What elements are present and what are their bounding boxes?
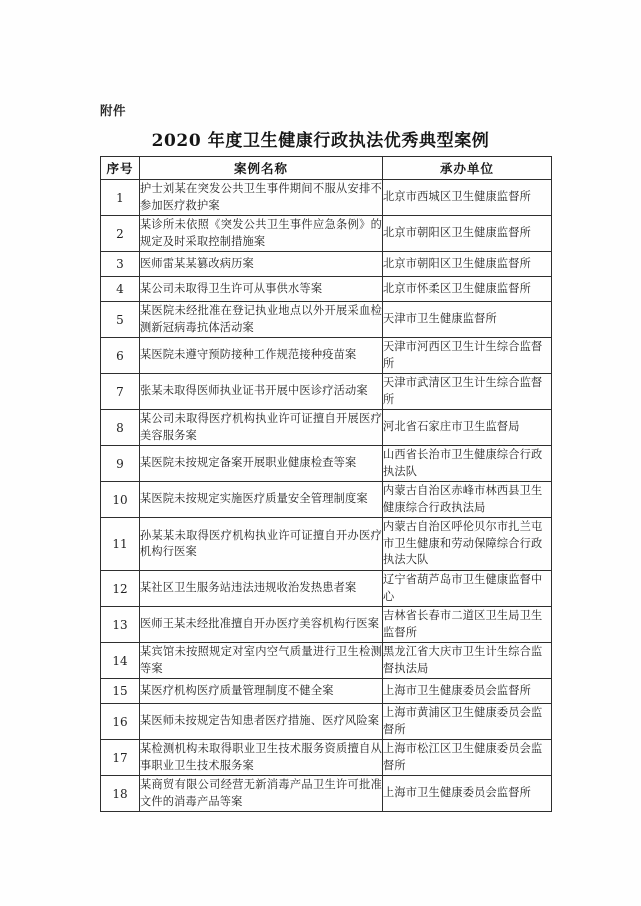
cell-case-name: 孙某某未取得医疗机构执业许可证擅自开办医疗机构行医案 (140, 518, 383, 571)
cell-handling-unit: 辽宁省葫芦岛市卫生健康监督中心 (383, 571, 552, 607)
table-row (101, 776, 552, 812)
cell-handling-unit: 上海市松江区卫生健康委员会监督所 (383, 740, 552, 776)
cell-case-name: 某公司未取得卫生许可从事供水等案 (140, 277, 383, 302)
table-row (101, 571, 552, 607)
table-row (101, 216, 552, 252)
cell-seq: 17 (101, 740, 140, 776)
cell-case-name: 医师王某未经批准擅自开办医疗美容机构行医案 (140, 607, 383, 643)
cell-handling-unit: 北京市西城区卫生健康监督所 (383, 180, 552, 216)
table-row (101, 374, 552, 410)
cell-seq: 2 (101, 216, 140, 252)
cell-handling-unit: 北京市怀柔区卫生健康监督所 (383, 277, 552, 302)
table-row (101, 180, 552, 216)
cell-handling-unit: 黑龙江省大庆市卫生计生综合监督执法局 (383, 643, 552, 679)
table-row (101, 482, 552, 518)
table-body (101, 180, 552, 812)
cell-seq: 18 (101, 776, 140, 812)
cell-seq: 10 (101, 482, 140, 518)
cell-case-name: 医师雷某某篡改病历案 (140, 252, 383, 277)
table-row (101, 446, 552, 482)
cell-handling-unit: 天津市河西区卫生计生综合监督所 (383, 338, 552, 374)
cell-seq: 16 (101, 704, 140, 740)
cell-case-name: 护士刘某在突发公共卫生事件期间不服从安排不参加医疗救护案 (140, 180, 383, 216)
cell-handling-unit: 天津市武清区卫生计生综合监督所 (383, 374, 552, 410)
cell-handling-unit: 北京市朝阳区卫生健康监督所 (383, 252, 552, 277)
cell-handling-unit: 上海市卫生健康委员会监督所 (383, 776, 552, 812)
cell-handling-unit: 河北省石家庄市卫生监督局 (383, 410, 552, 446)
cell-case-name: 某公司未取得医疗机构执业许可证擅自开展医疗美容服务案 (140, 410, 383, 446)
table-row (101, 302, 552, 338)
cell-case-name: 某检测机构未取得职业卫生技术服务资质擅自从事职业卫生技术服务案 (140, 740, 383, 776)
cell-seq: 8 (101, 410, 140, 446)
column-header-case-name: 案例名称 (140, 157, 383, 180)
table-row (101, 679, 552, 704)
cell-seq: 5 (101, 302, 140, 338)
cell-case-name: 某宾馆未按照规定对室内空气质量进行卫生检测等案 (140, 643, 383, 679)
column-header-seq: 序号 (101, 157, 140, 180)
cell-seq: 3 (101, 252, 140, 277)
cell-case-name: 某社区卫生服务站违法违规收治发热患者案 (140, 571, 383, 607)
table-row (101, 643, 552, 679)
table-row (101, 410, 552, 446)
cell-seq: 14 (101, 643, 140, 679)
column-header-handling-unit: 承办单位 (383, 157, 552, 180)
attachment-label: 附件 (100, 103, 127, 118)
cell-handling-unit: 天津市卫生健康监督所 (383, 302, 552, 338)
cell-seq: 12 (101, 571, 140, 607)
cell-case-name: 某医院未按规定实施医疗质量安全管理制度案 (140, 482, 383, 518)
cell-handling-unit: 上海市黄浦区卫生健康委员会监督所 (383, 704, 552, 740)
cell-seq: 9 (101, 446, 140, 482)
cell-handling-unit: 山西省长治市卫生健康综合行政执法队 (383, 446, 552, 482)
cell-handling-unit: 内蒙古自治区呼伦贝尔市扎兰屯市卫生健康和劳动保障综合行政执法大队 (383, 518, 552, 571)
table-row (101, 704, 552, 740)
cell-seq: 4 (101, 277, 140, 302)
cell-handling-unit: 上海市卫生健康委员会监督所 (383, 679, 552, 704)
table-row (101, 338, 552, 374)
case-table (100, 156, 552, 812)
cell-seq: 11 (101, 518, 140, 571)
cell-seq: 7 (101, 374, 140, 410)
cell-case-name: 某商贸有限公司经营无新消毒产品卫生许可批准文件的消毒产品等案 (140, 776, 383, 812)
cell-case-name: 某医院未按规定备案开展职业健康检查等案 (140, 446, 383, 482)
cell-case-name: 某医院未经批准在登记执业地点以外开展采血检测新冠病毒抗体活动案 (140, 302, 383, 338)
cell-case-name: 某医疗机构医疗质量管理制度不健全案 (140, 679, 383, 704)
cell-handling-unit: 内蒙古自治区赤峰市林西县卫生健康综合行政执法局 (383, 482, 552, 518)
table-header (101, 157, 552, 180)
table-header-row (101, 157, 552, 180)
cell-handling-unit: 北京市朝阳区卫生健康监督所 (383, 216, 552, 252)
cell-seq: 15 (101, 679, 140, 704)
table-row (101, 607, 552, 643)
cell-case-name: 某医院未遵守预防接种工作规范接种疫苗案 (140, 338, 383, 374)
table-row (101, 277, 552, 302)
table-row (101, 518, 552, 571)
table-row (101, 740, 552, 776)
table-row (101, 252, 552, 277)
cell-seq: 6 (101, 338, 140, 374)
cell-seq: 1 (101, 180, 140, 216)
cell-handling-unit: 吉林省长春市二道区卫生局卫生监督所 (383, 607, 552, 643)
page-title: 2020 年度卫生健康行政执法优秀典型案例 (151, 131, 490, 151)
cell-seq: 13 (101, 607, 140, 643)
cell-case-name: 张某未取得医师执业证书开展中医诊疗活动案 (140, 374, 383, 410)
cell-case-name: 某诊所未依照《突发公共卫生事件应急条例》的规定及时采取控制措施案 (140, 216, 383, 252)
cell-case-name: 某医师未按规定告知患者医疗措施、医疗风险案 (140, 704, 383, 740)
